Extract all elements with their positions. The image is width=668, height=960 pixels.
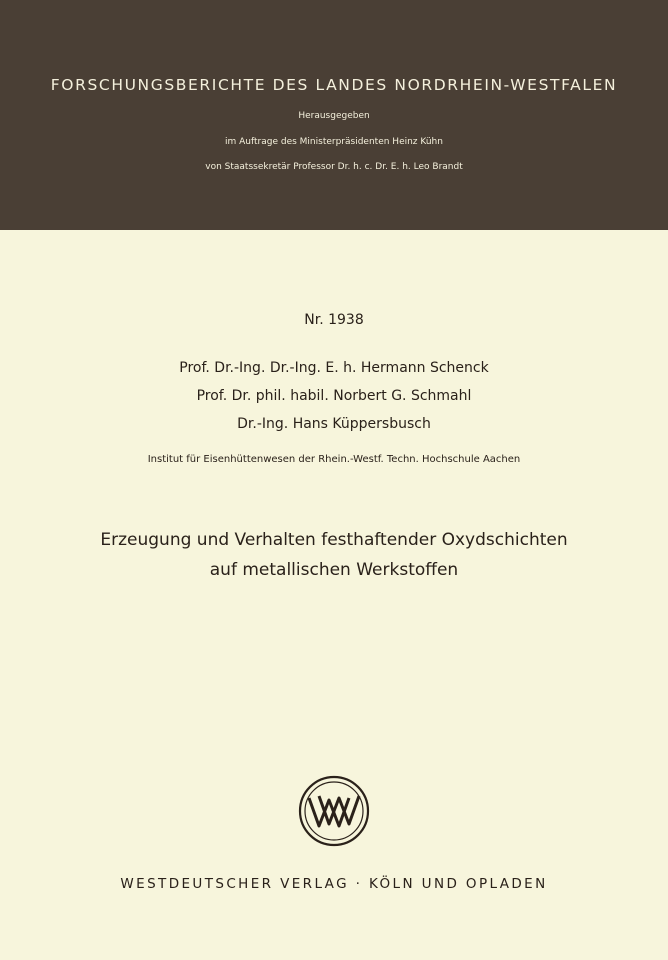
book-title-line-1: Erzeugung und Verhalten festhaftender Oxydschichten (100, 530, 568, 550)
institute-line: Institut für Eisenhüttenwesen der Rhein.-Westf. Techn. Hochschule Aachen (147, 454, 521, 465)
publisher-line: WESTDEUTSCHER VERLAG · KÖLN UND OPLADEN (120, 876, 548, 892)
author-3: Dr.-Ing. Hans Küppersbusch (237, 416, 431, 432)
author-1: Prof. Dr.-Ing. Dr.-Ing. E. h. Hermann Schenck (179, 360, 489, 376)
series-title: FORSCHUNGSBERICHTE DES LANDES NORDRHEIN-WESTFALEN (50, 76, 618, 94)
editor-line-2: im Auftrage des Ministerpräsidenten Heinz Kühn (225, 137, 443, 147)
author-2: Prof. Dr. phil. habil. Norbert G. Schmahl (196, 388, 472, 404)
report-number: Nr. 1938 (304, 312, 364, 328)
publisher-ww-logo-icon (297, 774, 371, 848)
editor-line-3: von Staatssekretär Professor Dr. h. c. Dr. E. h. Leo Brandt (205, 162, 463, 172)
series-header-band (0, 0, 668, 230)
editor-line-1: Herausgegeben (298, 111, 370, 121)
book-title-line-2: auf metallischen Werkstoffen (209, 560, 459, 580)
